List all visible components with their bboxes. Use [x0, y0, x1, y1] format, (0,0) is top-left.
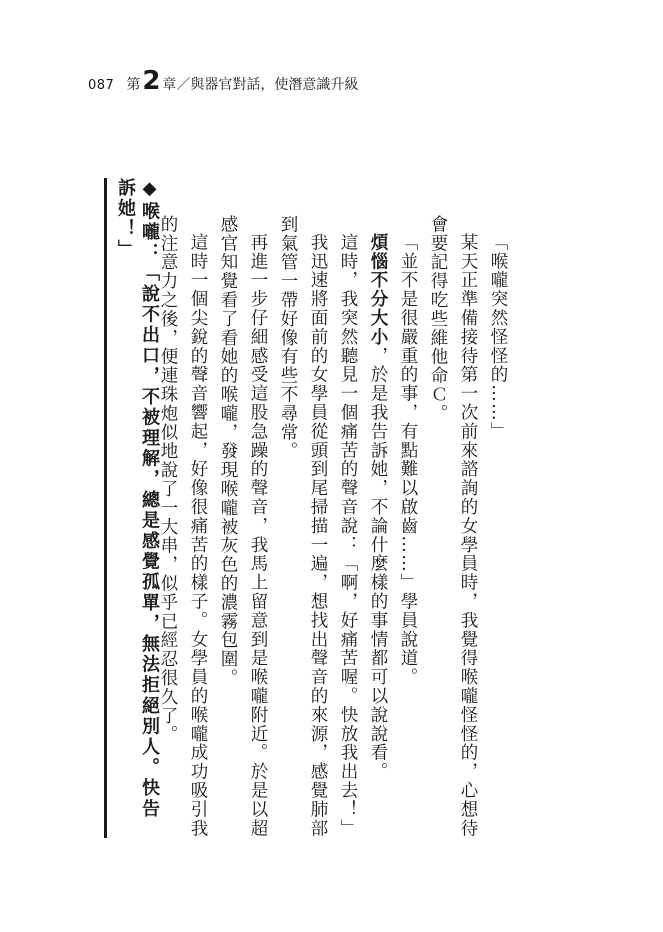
paragraph: 這時，我突然聽見一個痛苦的聲音說：「啊，好痛苦喔。快放我出去！」	[338, 232, 358, 838]
paragraph	[363, 215, 393, 845]
chapter-title-text: 章／與器官對話，使潛意識升級	[162, 77, 359, 93]
bold-phrase: 煩惱不分大小	[368, 232, 388, 346]
paragraph: 「喉嚨突然怪怪的……」	[488, 232, 508, 441]
page-number: 087	[88, 78, 115, 93]
paragraph: 某天正準備接待第一次前來諮詢的女學員時，我覺得喉嚨怪怪的，心想待會要記得吃些維他命Ｃ。	[428, 215, 478, 838]
paragraph: 我迅速將面前的女學員從頭到尾掃描一遍，想找出聲音的來源，感覺肺部到氣管一帶好像有些不尋常。	[278, 215, 328, 838]
paragraph: 「並不是很嚴重的事，有點難以啟齒……」學員說道。	[398, 232, 418, 687]
callout-quote: ◆喉嚨：「說不出口，不被理解，總是感覺孤單，無法拒絕別人。快告訴她！」	[104, 178, 161, 838]
paragraph: 這時一個尖銳的聲音響起，好像很痛苦的樣子。女學員的喉嚨成功吸引我的注意力之後，便連珠炮似地說了一大串，似乎已經忍很久了。	[158, 215, 208, 838]
running-header	[88, 66, 358, 96]
paragraph-rest: ，於是我告訴她，不論什麼樣的事情都可以說說看。	[368, 345, 388, 781]
body-text	[153, 215, 513, 845]
chapter-title	[126, 66, 358, 96]
chapter-number: 2	[142, 66, 161, 96]
paragraph: 再進一步仔細感受這股急躁的聲音，我馬上留意到是喉嚨附近。於是以超感官知覺看了看她的喉嚨，發現喉嚨被灰色的濃霧包圍。	[218, 215, 268, 838]
chapter-prefix: 第	[126, 77, 141, 93]
